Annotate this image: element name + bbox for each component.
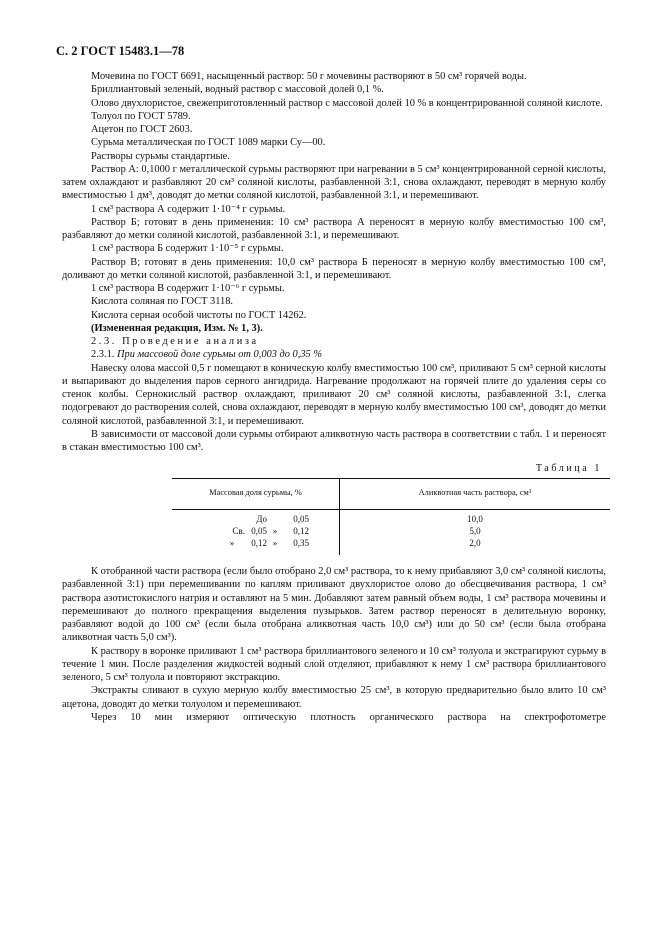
- aliquot-table: [172, 478, 610, 556]
- paragraph: Через 10 мин измеряют оптическую плотность органического раствора на спектрофотометре: [91, 711, 606, 723]
- paragraph: Раствор Б; готовят в день применения: 10 см³ раствора А переносят в мерную колбу вместимостью 100 см³, разбавляют до метки соляной кислотой, разбавленной 3:1, и перемешивают.: [62, 216, 606, 241]
- document-body: [62, 70, 606, 724]
- paragraph: Кислота соляная по ГОСТ 3118.: [91, 296, 234, 308]
- paragraph: Растворы сурьмы стандартные.: [91, 150, 230, 162]
- aliquot-value: 10,0: [467, 513, 483, 524]
- table-row: [172, 525, 610, 537]
- paragraph: Раствор А: 0,1000 г металлической сурьмы растворяют при нагревании в 5 см³ концентрированной серной кислоты, затем охлаждают и разбавляют 20 см³ соляной кислоты, разбавленной 3:1, снова охлаждают, переводят в мерную колбу вместимостью 1 дм³, доводят до метки соляной кислотой, разбавленной 3:1, и перемешивают.: [62, 163, 606, 202]
- subsection-title: При массовой доле сурьмы от 0,003 до 0,35 %: [117, 349, 322, 361]
- range-cell: » 0,12 » 0,35: [229, 537, 309, 548]
- paragraph: 1 см³ раствора А содержит 1·10⁻⁴ г сурьмы.: [91, 203, 286, 215]
- paragraph: Ацетон по ГОСТ 2603.: [91, 124, 193, 135]
- paragraph: Раствор В; готовят в день применения: 10,0 см³ раствора Б переносят в мерную колбу вместимостью 100 см³, доливают до метки соляной кислотой, разбавленной 3:1, и перемешивают.: [62, 256, 606, 281]
- range-cell: Св. 0,05 » 0,12: [232, 525, 309, 536]
- subsection-heading: [62, 348, 606, 361]
- paragraph: Навеску олова массой 0,5 г помещают в коническую колбу вместимостью 100 см³, приливают 5 см³ серной кислоты и выпаривают до выделения паров серного ангидрида. Нагревание продолжают на горячей плите до удаления серы со стенок колбы. Сернокислый раствор охлаждают, приливают 20 см³ соляной кислоты, разбавленной 3:1, слегка подогревают до растворения солей, снова охлаждают, переводят в мерную колбу вместимостью 100 см³, доводят до метки соляной кислотой, разбавленной 3:1, и перемешивают.: [62, 362, 606, 427]
- procedure-text: [62, 565, 606, 724]
- paragraph: Экстракты сливают в сухую мерную колбу вместимостью 25 см³, в которую предварительно было влито 10 см³ ацетона, доводят до метки толуолом и перемешивают.: [62, 685, 606, 710]
- paragraph: К отобранной части раствора (если было отобрано 2,0 см³ раствора, то к нему прибавляют 3,0 см³ соляной кислоты, разбавленной 3:1) при перемешивании по каплям приливают двухлористое олово до обесцвечивания раствора, 1 см³ раствора азотистокислого натрия и оставляют на 5 мин. Добавляют затем равный объем воды, 1 см³ раствора мочевины и перемешивают до полного прекращения выделения пузырьков. Затем раствор переносят в делительную воронку, разбавляют водой до 100 см³ (если была отобрана аликвотная часть 10,0 см³) или до 50 см³ (если была отобрана аликвотная часть 5,0 см³).: [62, 566, 606, 644]
- reagents-list: [62, 70, 606, 322]
- paragraph: В зависимости от массовой доли сурьмы отбирают аликвотную часть раствора в соответствии с табл. 1 и переносят в стакан вместимостью 100 см³.: [62, 428, 606, 453]
- aliquot-value: 5,0: [469, 525, 481, 536]
- range-cell: До 0,05: [256, 513, 309, 524]
- paragraph: Толуол по ГОСТ 5789.: [91, 110, 191, 122]
- paragraph: К раствору в воронке приливают 1 см³ раствора бриллиантового зеленого и 10 см³ толуола и экстрагируют сурьму в течение 1 мин. После разделения жидкостей водный слой отделяют, прибавляют к нему 1 см³ раствора бриллиантового зеленого, 5 см³ толуола и повторяют экстракцию.: [62, 645, 606, 684]
- table-header-aliquot: Аликвотная часть раствора, см³: [340, 478, 611, 509]
- paragraph: 1 см³ раствора В содержит 1·10⁻⁶ г сурьмы.: [91, 283, 285, 294]
- table-row: [172, 509, 610, 525]
- paragraph: Мочевина по ГОСТ 6691, насыщенный раствор: 50 г мочевины растворяют в 50 см³ горячей воды.: [91, 71, 527, 82]
- table-row: [172, 537, 610, 555]
- subsection-number: 2.3.1.: [91, 349, 115, 361]
- paragraph: Олово двухлористое, свежеприготовленный раствор с массовой долей 10 % в концентрированной соляной кислоте.: [91, 97, 603, 109]
- paragraph: Сурьма металлическая по ГОСТ 1089 марки Су—00.: [91, 137, 326, 149]
- page-header: С. 2 ГОСТ 15483.1—78: [56, 44, 185, 58]
- table-caption: Таблица 1: [535, 463, 602, 475]
- section-heading: 2.3. Проведение анализа: [91, 336, 259, 347]
- table-header-mass-fraction: Массовая доля сурьмы, %: [172, 478, 340, 509]
- aliquot-value: 2,0: [469, 537, 481, 548]
- edition-note: (Измененная редакция, Изм. № 1, 3).: [91, 322, 263, 334]
- paragraph: 1 см³ раствора Б содержит 1·10⁻⁵ г сурьмы.: [91, 243, 284, 255]
- paragraph: Бриллиантовый зеленый, водный раствор с массовой долей 0,1 %.: [91, 84, 384, 96]
- paragraph: Кислота серная особой чистоты по ГОСТ 14262.: [91, 309, 307, 321]
